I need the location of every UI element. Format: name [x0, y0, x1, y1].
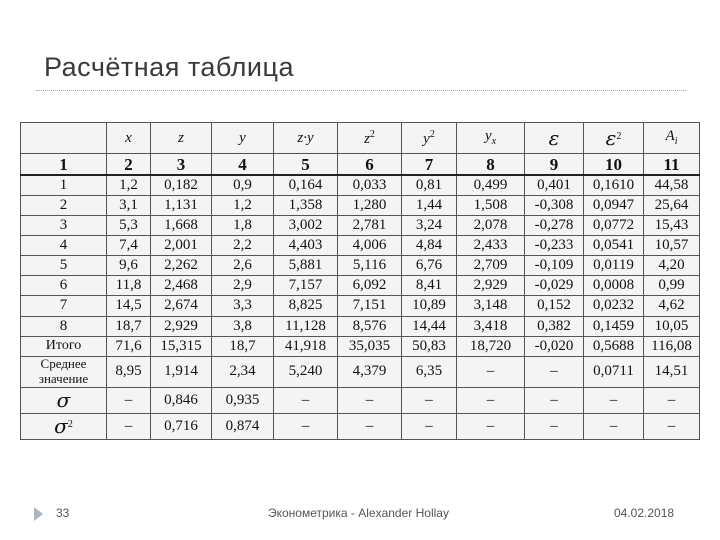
table-cell: 10,05: [644, 316, 700, 336]
row-number-cell: 8: [21, 316, 107, 336]
sigma-squared-label: $\sigma^2$: [21, 413, 107, 439]
sigma-squared-cell: –: [584, 413, 644, 439]
row-number-cell: 3: [21, 216, 107, 236]
table-cell: 1,44: [402, 196, 457, 216]
header-cell-z-squared: $z^2$: [338, 123, 402, 154]
table-cell: 0,0232: [584, 296, 644, 316]
row-number-cell: 7: [21, 296, 107, 316]
table-cell: 4,006: [338, 236, 402, 256]
table-cell: -0,308: [525, 196, 584, 216]
slide-title: Расчётная таблица: [44, 52, 294, 82]
table-cell: 0,1610: [584, 175, 644, 196]
header-cell-empty: [21, 123, 107, 154]
table-row: [21, 256, 700, 276]
table-row: [21, 196, 700, 216]
table-cell: 44,58: [644, 175, 700, 196]
sigma-squared-cell: 0,874: [212, 413, 274, 439]
header-cell-a: $A_i$: [644, 123, 700, 154]
column-numbers-row: [21, 154, 700, 176]
header-symbols-row: [21, 123, 700, 154]
row-number-cell: 2: [21, 196, 107, 216]
table-cell: 1,2: [107, 175, 151, 196]
sigma-cell: 0,935: [212, 387, 274, 413]
table-row: [21, 296, 700, 316]
table-cell: 0,382: [525, 316, 584, 336]
total-cell: 50,83: [402, 336, 457, 356]
table-cell: 1,280: [338, 196, 402, 216]
table-cell: -0,029: [525, 276, 584, 296]
total-cell: -0,020: [525, 336, 584, 356]
table-cell: 5,3: [107, 216, 151, 236]
table-cell: 0,81: [402, 175, 457, 196]
sigma-squared-cell: –: [457, 413, 525, 439]
table-cell: 2,001: [151, 236, 212, 256]
table-cell: 14,5: [107, 296, 151, 316]
sigma-squared-cell: –: [107, 413, 151, 439]
table-cell: 1,8: [212, 216, 274, 236]
table-cell: 0,9: [212, 175, 274, 196]
table-cell: 0,164: [274, 175, 338, 196]
table-cell: 0,182: [151, 175, 212, 196]
column-number: 6: [338, 154, 402, 176]
table-cell: 7,151: [338, 296, 402, 316]
column-number: 2: [107, 154, 151, 176]
sigma-cell: –: [274, 387, 338, 413]
mean-cell: 5,240: [274, 356, 338, 387]
sigma-cell: –: [338, 387, 402, 413]
total-cell: 15,315: [151, 336, 212, 356]
column-number: 11: [644, 154, 700, 176]
mean-cell: 6,35: [402, 356, 457, 387]
header-cell-z: z: [151, 123, 212, 154]
table-cell: 3,1: [107, 196, 151, 216]
column-number: 3: [151, 154, 212, 176]
total-cell: 41,918: [274, 336, 338, 356]
table-cell: 2,2: [212, 236, 274, 256]
table-row: [21, 175, 700, 196]
table-cell: 3,3: [212, 296, 274, 316]
table-cell: 8,576: [338, 316, 402, 336]
table-cell: 2,674: [151, 296, 212, 316]
table-cell: 2,9: [212, 276, 274, 296]
table-cell: 0,0541: [584, 236, 644, 256]
table-cell: 0,152: [525, 296, 584, 316]
sigma-cell: –: [644, 387, 700, 413]
sigma-label: σ: [21, 387, 107, 413]
total-cell: 0,5688: [584, 336, 644, 356]
mean-cell: 1,914: [151, 356, 212, 387]
column-number: 9: [525, 154, 584, 176]
table-cell: 1,2: [212, 196, 274, 216]
total-cell: 18,720: [457, 336, 525, 356]
sigma-cell: –: [584, 387, 644, 413]
header-cell-y-hat: ˆ $y_x$: [457, 123, 525, 154]
table-cell: 5,116: [338, 256, 402, 276]
table-row: [21, 236, 700, 256]
column-number: 7: [402, 154, 457, 176]
sigma-squared-cell: –: [525, 413, 584, 439]
mean-cell: 0,0711: [584, 356, 644, 387]
table-cell: 0,99: [644, 276, 700, 296]
sigma-cell: –: [107, 387, 151, 413]
table-cell: 2,929: [457, 276, 525, 296]
table-cell: 18,7: [107, 316, 151, 336]
total-cell: 116,08: [644, 336, 700, 356]
header-cell-epsilon: ε: [525, 123, 584, 154]
table-cell: 25,64: [644, 196, 700, 216]
table-cell: 2,078: [457, 216, 525, 236]
table-cell: 0,401: [525, 175, 584, 196]
table-cell: 2,6: [212, 256, 274, 276]
table-cell: 8,41: [402, 276, 457, 296]
table-cell: -0,109: [525, 256, 584, 276]
table-cell: 0,0947: [584, 196, 644, 216]
mean-cell: –: [457, 356, 525, 387]
calculation-table: [20, 122, 700, 440]
table-cell: 9,6: [107, 256, 151, 276]
sigma-squared-cell: –: [338, 413, 402, 439]
calculation-table-container: [20, 122, 699, 440]
title-divider: [36, 90, 686, 91]
table-cell: 6,092: [338, 276, 402, 296]
table-cell: -0,278: [525, 216, 584, 236]
mean-cell: –: [525, 356, 584, 387]
table-cell: 4,62: [644, 296, 700, 316]
mean-cell: 4,379: [338, 356, 402, 387]
table-cell: 3,002: [274, 216, 338, 236]
table-cell: 11,8: [107, 276, 151, 296]
table-cell: 11,128: [274, 316, 338, 336]
table-cell: 2,781: [338, 216, 402, 236]
sigma-squared-cell: 0,716: [151, 413, 212, 439]
table-cell: 2,468: [151, 276, 212, 296]
mean-cell: 2,34: [212, 356, 274, 387]
header-cell-epsilon-squared: $\varepsilon^2$: [584, 123, 644, 154]
column-number: 4: [212, 154, 274, 176]
table-cell: 7,157: [274, 276, 338, 296]
row-number-cell: 5: [21, 256, 107, 276]
row-number-cell: 4: [21, 236, 107, 256]
row-number-cell: 6: [21, 276, 107, 296]
total-cell: 35,035: [338, 336, 402, 356]
column-number: 10: [584, 154, 644, 176]
table-cell: 0,0119: [584, 256, 644, 276]
sigma-squared-cell: –: [274, 413, 338, 439]
sigma-squared-row: [21, 413, 700, 439]
table-cell: 2,929: [151, 316, 212, 336]
table-cell: 0,033: [338, 175, 402, 196]
footer-date: 04.02.2018: [614, 506, 675, 520]
total-cell: 18,7: [212, 336, 274, 356]
table-cell: 15,43: [644, 216, 700, 236]
mean-label: Среднее значение: [21, 356, 107, 387]
table-cell: 1,131: [151, 196, 212, 216]
table-cell: 10,89: [402, 296, 457, 316]
sigma-cell: –: [402, 387, 457, 413]
mean-cell: 8,95: [107, 356, 151, 387]
total-row: [21, 336, 700, 356]
table-cell: 1,508: [457, 196, 525, 216]
table-cell: 14,44: [402, 316, 457, 336]
table-cell: 0,1459: [584, 316, 644, 336]
total-cell: 71,6: [107, 336, 151, 356]
sigma-squared-cell: –: [644, 413, 700, 439]
sigma-squared-cell: –: [402, 413, 457, 439]
column-number: 8: [457, 154, 525, 176]
table-cell: 3,418: [457, 316, 525, 336]
column-number: 1: [21, 154, 107, 176]
table-cell: -0,233: [525, 236, 584, 256]
column-number: 5: [274, 154, 338, 176]
table-cell: 1,358: [274, 196, 338, 216]
total-label: Итого: [21, 336, 107, 356]
header-cell-y-squared: $y^2$: [402, 123, 457, 154]
table-cell: 2,262: [151, 256, 212, 276]
sigma-row: [21, 387, 700, 413]
table-cell: 2,709: [457, 256, 525, 276]
page-number: 33: [56, 506, 70, 520]
data-rows: [21, 175, 700, 336]
header-cell-x: x: [107, 123, 151, 154]
bullet-arrow-icon: [34, 507, 43, 521]
table-cell: 4,84: [402, 236, 457, 256]
table-cell: 7,4: [107, 236, 151, 256]
table-cell: 3,24: [402, 216, 457, 236]
sigma-cell: –: [525, 387, 584, 413]
table-cell: 5,881: [274, 256, 338, 276]
table-cell: 8,825: [274, 296, 338, 316]
table-cell: 3,8: [212, 316, 274, 336]
table-row: [21, 316, 700, 336]
row-number-cell: 1: [21, 175, 107, 196]
header-cell-zy: z·y: [274, 123, 338, 154]
mean-row: [21, 356, 700, 387]
table-cell: 0,499: [457, 175, 525, 196]
table-cell: 0,0772: [584, 216, 644, 236]
table-cell: 6,76: [402, 256, 457, 276]
table-cell: 2,433: [457, 236, 525, 256]
table-cell: 1,668: [151, 216, 212, 236]
table-row: [21, 276, 700, 296]
mean-cell: 14,51: [644, 356, 700, 387]
table-cell: 3,148: [457, 296, 525, 316]
table-cell: 4,20: [644, 256, 700, 276]
header-cell-y: y: [212, 123, 274, 154]
table-cell: 4,403: [274, 236, 338, 256]
table-cell: 0,0008: [584, 276, 644, 296]
footer-text: Эконометрика - Alexander Hollay: [268, 506, 449, 520]
sigma-cell: –: [457, 387, 525, 413]
table-cell: 10,57: [644, 236, 700, 256]
table-row: [21, 216, 700, 236]
sigma-cell: 0,846: [151, 387, 212, 413]
